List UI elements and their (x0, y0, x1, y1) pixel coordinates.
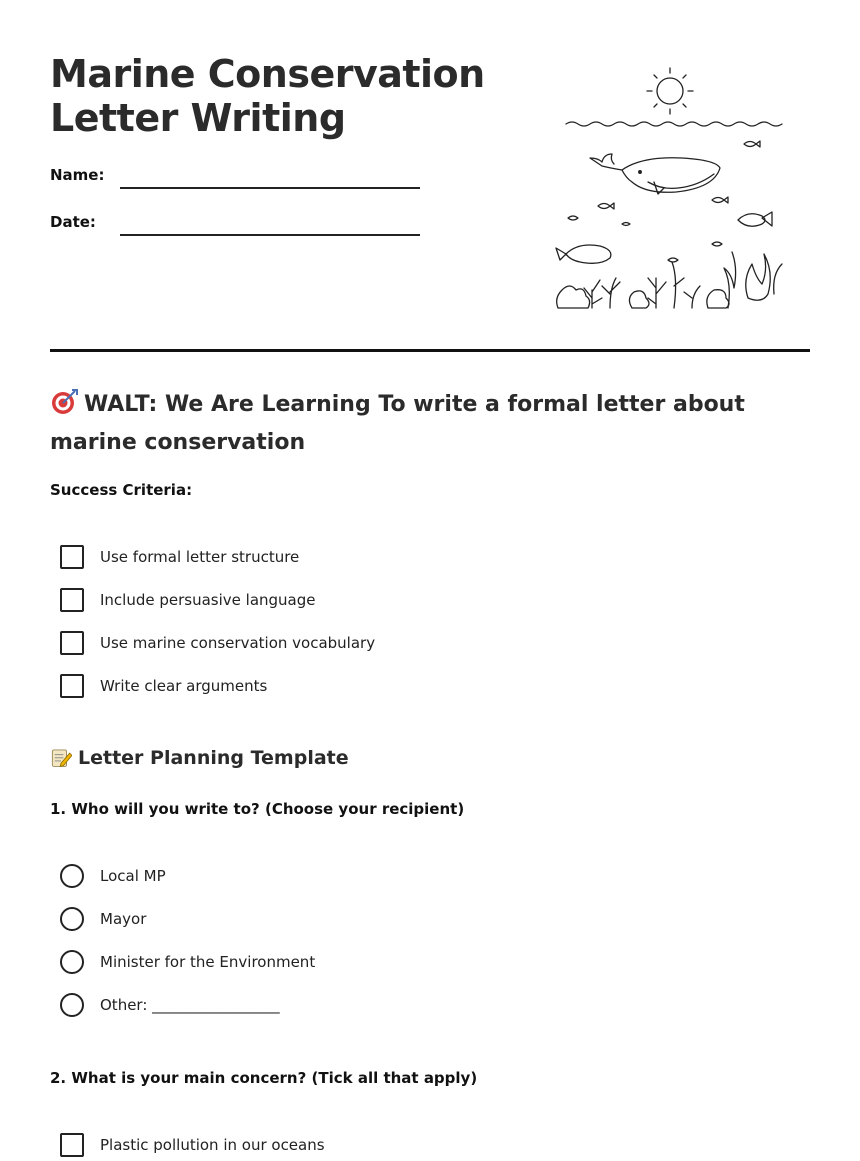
radio-button[interactable] (60, 907, 84, 931)
date-label: Date: (50, 213, 96, 231)
whale-icon (590, 154, 720, 194)
concern-label: Plastic pollution in our oceans (100, 1136, 325, 1154)
criteria-label: Include persuasive language (100, 591, 316, 609)
recipient-option[interactable] (60, 864, 166, 888)
criteria-item[interactable] (60, 545, 299, 569)
sun-icon (647, 68, 693, 114)
name-field[interactable] (120, 187, 420, 189)
option-label: Mayor (100, 910, 147, 928)
criteria-label: Write clear arguments (100, 677, 268, 695)
radio-button[interactable] (60, 950, 84, 974)
fish-icons (556, 141, 772, 263)
radio-button[interactable] (60, 993, 84, 1017)
page-title (50, 52, 485, 140)
criteria-item[interactable] (60, 674, 267, 698)
checkbox[interactable] (60, 588, 84, 612)
title-line-1: Marine Conservation (50, 52, 485, 96)
planning-heading (50, 746, 349, 769)
recipient-option[interactable] (60, 907, 146, 931)
recipient-option[interactable] (60, 993, 280, 1017)
wave-line (566, 122, 782, 126)
radio-button[interactable] (60, 864, 84, 888)
checkbox[interactable] (60, 674, 84, 698)
date-field[interactable] (120, 234, 420, 236)
memo-icon (50, 746, 72, 768)
ocean-illustration (552, 58, 792, 320)
planning-heading-text: Letter Planning Template (78, 747, 349, 769)
criteria-label: Use formal letter structure (100, 548, 300, 566)
option-label: Other: _________________ (100, 996, 280, 1014)
title-line-2: Letter Writing (50, 96, 346, 140)
checkbox[interactable] (60, 631, 84, 655)
question-1: 1. Who will you write to? (Choose your recipient) (50, 800, 465, 818)
criteria-item[interactable] (60, 631, 375, 655)
walt-text: WALT: We Are Learning To write a formal letter about marine conservation (50, 392, 745, 455)
option-label: Local MP (100, 867, 166, 885)
question-2: 2. What is your main concern? (Tick all that apply) (50, 1069, 478, 1087)
success-criteria-heading: Success Criteria: (50, 481, 193, 499)
checkbox[interactable] (60, 545, 84, 569)
option-label: Minister for the Environment (100, 953, 316, 971)
checkbox[interactable] (60, 1133, 84, 1157)
criteria-item[interactable] (60, 588, 316, 612)
criteria-label: Use marine conservation vocabulary (100, 634, 376, 652)
walt-heading (50, 386, 810, 462)
name-label: Name: (50, 166, 105, 184)
target-icon (50, 388, 78, 416)
recipient-option[interactable] (60, 950, 315, 974)
section-divider (50, 349, 810, 352)
concern-item[interactable] (60, 1133, 325, 1157)
